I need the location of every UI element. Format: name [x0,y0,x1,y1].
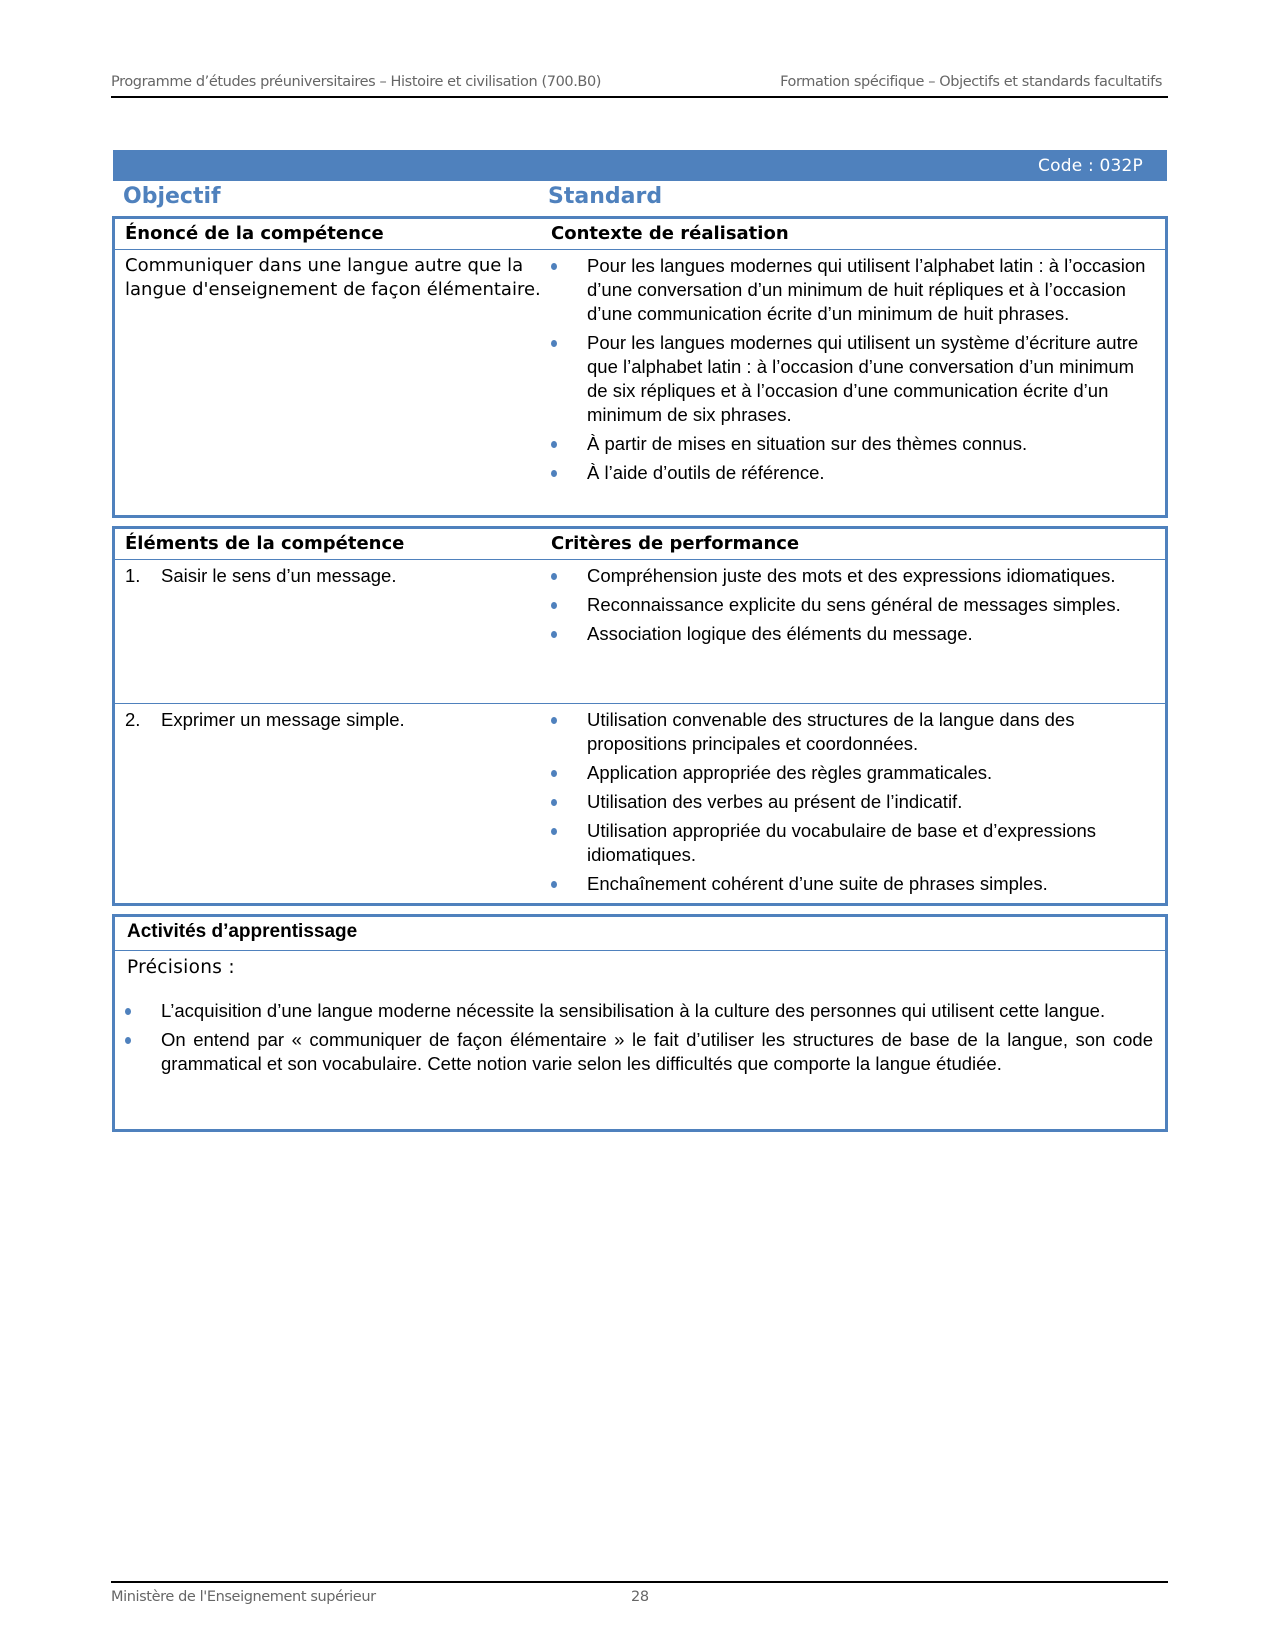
box-header [115,529,1165,560]
element-label: Saisir le sens d’un message. [161,565,397,586]
element-number: 2. [125,709,141,730]
element-row [115,703,1165,907]
standard-title: Standard [548,184,663,209]
section-titles [113,184,1167,214]
criteria-list [551,560,1165,657]
precisions-label: Précisions : [127,957,235,978]
bullet-icon [551,881,557,888]
page-number: 28 [631,1589,649,1605]
list-item: Utilisation convenable des structures de la langue dans des propositions principales et coordonnées. [551,708,1165,756]
element-item [125,708,545,732]
bullet-icon [551,770,557,777]
list-item: Association logique des éléments du message. [551,622,1165,646]
bullet-icon [551,263,557,270]
criteria-header: Critères de performance [551,533,800,554]
competency-statement-box [112,216,1168,518]
footer-ministry: Ministère de l'Enseignement supérieur [111,1589,376,1605]
bullet-icon [551,340,557,347]
list-item: Reconnaissance explicite du sens général de messages simples. [551,593,1165,617]
list-item: On entend par « communiquer de façon élémentaire » le fait d’utiliser les structures de base de la langue, son code grammatical et son vocabulaire. Cette notion varie selon les difficultés que comporte la langue étudiée. [125,1028,1155,1076]
bullet-icon [551,799,557,806]
list-item: À l’aide d’outils de référence. [551,461,1165,485]
element-number: 1. [125,565,141,586]
list-item: Pour les langues modernes qui utilisent un système d’écriture autre que l’alphabet latin : à l’occasion d’une conversation d’un minimum de six répliques et à l’occasion d’une communication écrite d’un minimum de six phrases. [551,331,1165,427]
objectif-title: Objectif [123,184,221,209]
list-item: Utilisation des verbes au présent de l’indicatif. [551,790,1165,814]
bullet-icon [551,470,557,477]
bullet-icon [551,631,557,638]
box-header [115,219,1165,250]
learning-activities-box [112,914,1168,1132]
list-item: Pour les langues modernes qui utilisent l’alphabet latin : à l’occasion d’une conversation d’un minimum de huit répliques et à l’occasion d’une communication écrite d’un minimum de huit phrases. [551,254,1165,326]
header-section-title: Formation spécifique – Objectifs et standards facultatifs [780,74,1162,90]
context-list [551,250,1165,496]
enonce-header: Énoncé de la compétence [125,223,384,244]
header-program-title: Programme d’études préuniversitaires – Histoire et civilisation (700.B0) [111,74,602,90]
page-footer [111,1581,1168,1605]
list-item: Application appropriée des règles grammaticales. [551,761,1165,785]
bullet-icon [551,573,557,580]
list-item: À partir de mises en situation sur des thèmes connus. [551,432,1165,456]
list-item: Utilisation appropriée du vocabulaire de base et d’expressions idiomatiques. [551,819,1165,867]
list-item: Enchaînement cohérent d’une suite de phrases simples. [551,872,1165,896]
element-label: Exprimer un message simple. [161,709,405,730]
bullet-icon [551,828,557,835]
bullet-icon [125,1037,131,1044]
box-header [115,917,1165,951]
list-item: Compréhension juste des mots et des expressions idiomatiques. [551,564,1165,588]
criteria-list [551,704,1165,907]
bullet-icon [551,441,557,448]
element-row [115,560,1165,703]
code-bar [113,150,1167,181]
bullet-icon [551,602,557,609]
statement-row [115,250,1165,496]
element-item [125,564,545,588]
competency-statement: Communiquer dans une langue autre que la langue d'enseignement de façon élémentaire. [125,255,541,300]
competency-code: Code : 032P [1038,156,1143,176]
page-header [111,72,1168,98]
performance-criteria-box [112,526,1168,906]
activities-header: Activités d’apprentissage [127,921,358,942]
contexte-header: Contexte de réalisation [551,223,789,244]
bullet-icon [551,717,557,724]
list-item: L’acquisition d’une langue moderne nécessite la sensibilisation à la culture des personnes qui utilisent cette langue. [125,999,1155,1023]
elements-header: Éléments de la compétence [125,533,405,554]
bullet-icon [125,1008,131,1015]
